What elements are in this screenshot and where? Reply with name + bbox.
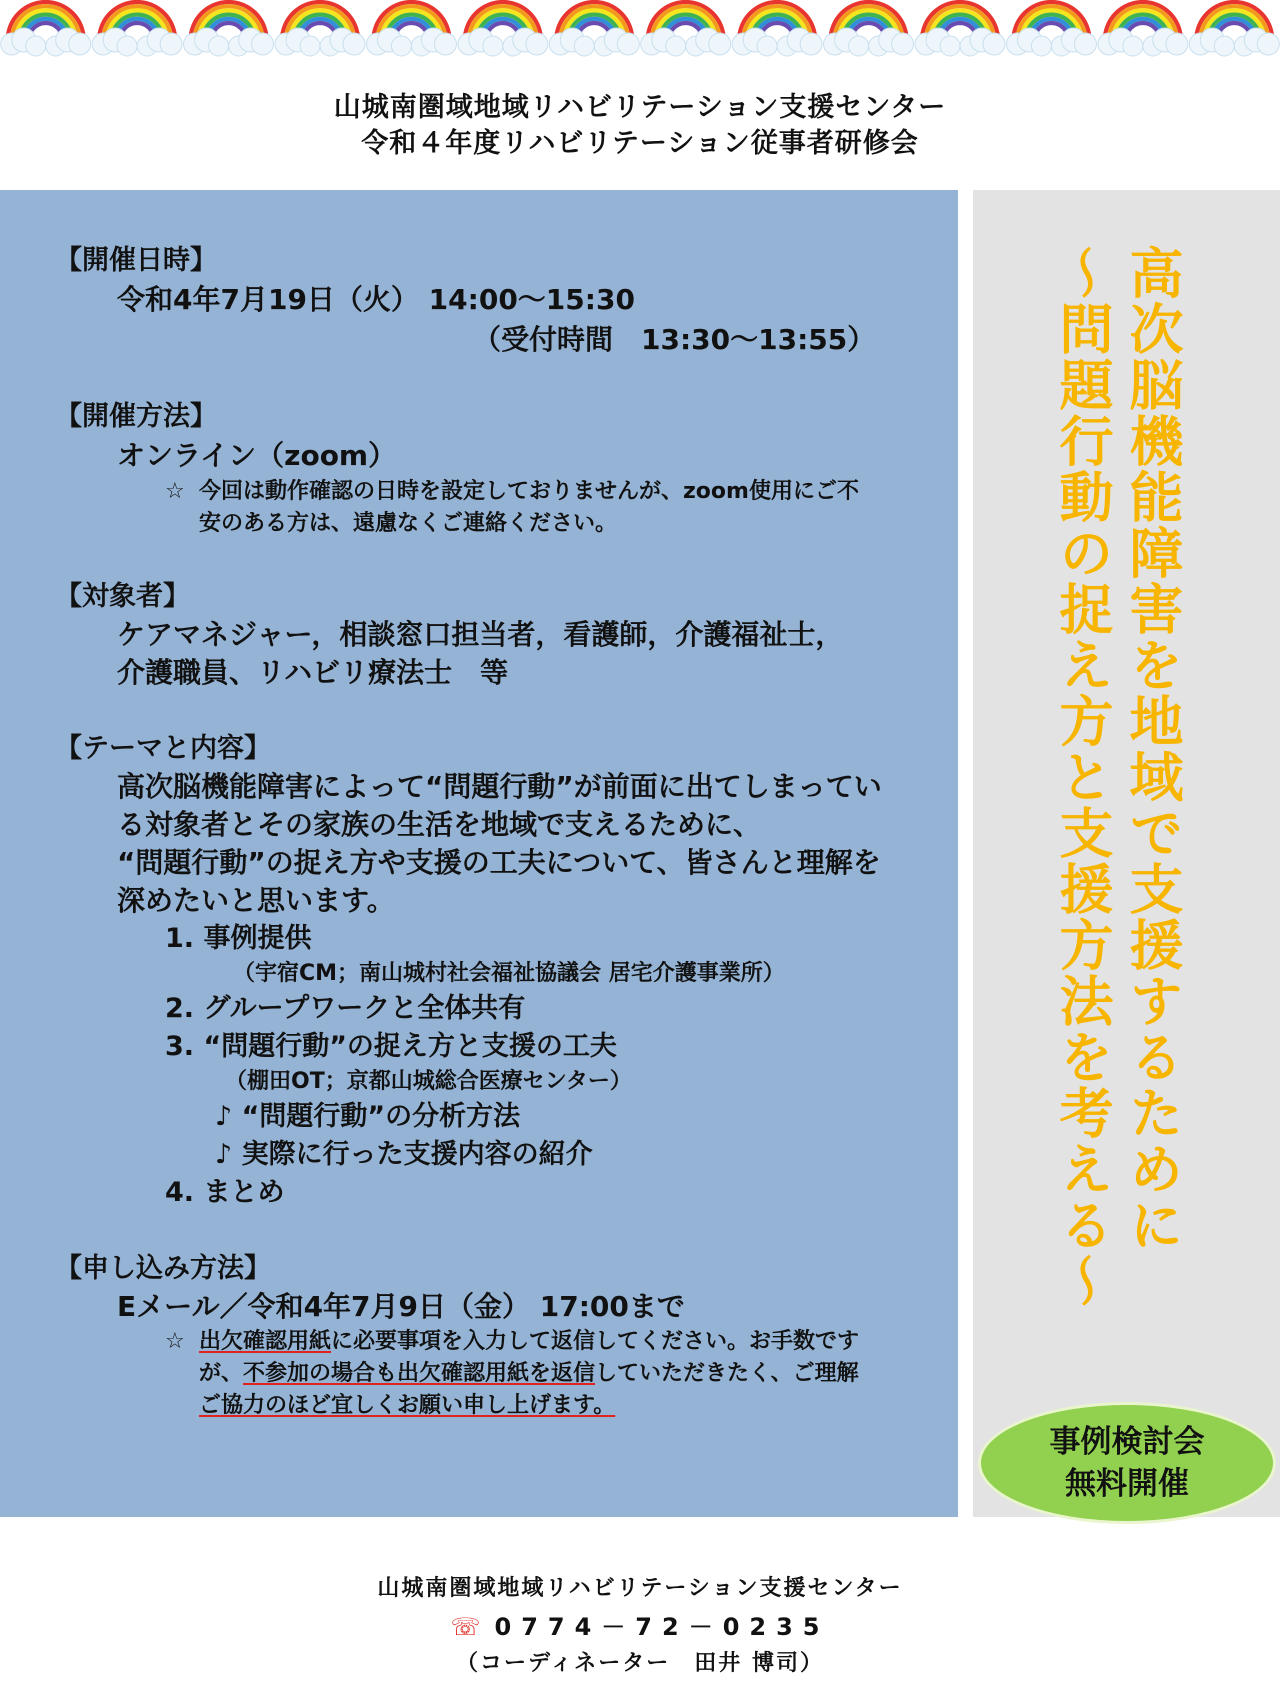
agenda-item-3-point2: ♪ 実際に行った支援内容の紹介 [215,1139,593,1170]
rainbow-icon [1098,2,1188,56]
method-line: オンライン（zoom） [117,439,397,472]
rainbow-icon [549,2,639,56]
phone-number: 0774－72－0235 [494,1613,830,1641]
theme-paragraph-line3: “問題行動”の捉え方や支援の工夫について、皆さんと理解を [117,846,881,879]
badge-line2: 無料開催 [1065,1466,1189,1502]
organizer-name: 山城南圏域地域リハビリテーション支援センター [333,92,947,123]
target-line1: ケアマネジャー，相談窓口担当者，看護師，介護福祉士， [117,618,844,651]
method-note-line2: 安のある方は、遠慮なくご連絡ください。 [199,511,618,536]
content-body [55,242,955,1422]
free-event-badge [978,1402,1276,1524]
rainbow-icon [915,2,1005,56]
apply-note [55,1326,955,1422]
star-icon: ☆ [165,1329,185,1354]
agenda-item-3: 3. “問題行動”の捉え方と支援の工夫 [165,1031,617,1062]
rainbow-icon [1,2,91,56]
target-line2: 介護職員、リハビリ療法士 等 [117,656,509,689]
rainbow-icon [92,2,182,56]
rainbow-icon [1189,2,1279,56]
agenda-item-4: 4. まとめ [165,1177,285,1208]
page-header [0,90,1280,162]
vertical-title-subtitle: ～問題行動の捉え方と支援方法を考える～ [1051,245,1114,1309]
rainbow-icon [1006,2,1096,56]
rainbow-icon [366,2,456,56]
agenda-item-3-point1: ♪ “問題行動”の分析方法 [215,1101,521,1132]
method-note-line1: 今回は動作確認の日時を設定しておりませんが、zoom使用にご不 [199,479,859,504]
phone-icon: ☏ [450,1613,481,1641]
agenda-item-1-presenter: （宇宿CM；南山城村社会福祉協議会 居宅介護事業所） [233,961,785,986]
apply-note-line2: が、不参加の場合も出欠確認用紙を返信していただきたく、ご理解 [199,1361,859,1386]
apply-note-line1: 出欠確認用紙に必要事項を入力して返信してください。お手数です [199,1329,860,1354]
footer-phone-row [0,1608,1280,1646]
star-icon: ☆ [165,479,185,504]
apply-line: Eメール／令和4年7月9日（金） 17:00まで [117,1290,685,1323]
reception-time: （受付時間 13:30～13:55） [473,323,876,356]
method-note [55,476,955,540]
footer-coordinator: （コーディネーター 田井 博司） [456,1651,824,1676]
event-title: 令和４年度リハビリテーション従事者研修会 [361,128,919,159]
date-line: 令和4年7月19日（火） 14:00～15:30 [117,283,635,316]
rainbow-icon [824,2,914,56]
agenda-item-3-presenter: （棚田OT；京都山城総合医療センター） [225,1069,632,1094]
theme-heading: 【テーマと内容】 [55,733,271,764]
apply-heading: 【申し込み方法】 [55,1253,271,1284]
rainbow-icon [732,2,822,56]
agenda-item-1: 1. 事例提供 [165,923,312,954]
date-heading: 【開催日時】 [55,245,217,276]
method-heading: 【開催方法】 [55,401,217,432]
rainbow-icon [641,2,731,56]
footer-organizer: 山城南圏域地域リハビリテーション支援センター [377,1576,903,1601]
theme-paragraph-line1: 高次脳機能障害によって“問題行動”が前面に出てしまってい [117,770,882,803]
rainbow-icon [184,2,274,56]
apply-note-line3: ご協力のほど宜しくお願い申し上げます。 [199,1393,616,1418]
footer [0,1570,1280,1682]
badge-line1: 事例検討会 [1049,1424,1205,1460]
theme-paragraph-line2: る対象者とその家族の生活を地域で支えるために、 [117,808,762,841]
rainbow-icon [275,2,365,56]
rainbow-banner [0,0,1280,70]
agenda-item-2: 2. グループワークと全体共有 [165,993,526,1024]
vertical-title-main: 高次脳機能障害を地域で支援するために [1121,245,1184,1253]
target-heading: 【対象者】 [55,581,190,612]
rainbow-icon [458,2,548,56]
theme-paragraph-line4: 深めたいと思います。 [117,884,395,917]
